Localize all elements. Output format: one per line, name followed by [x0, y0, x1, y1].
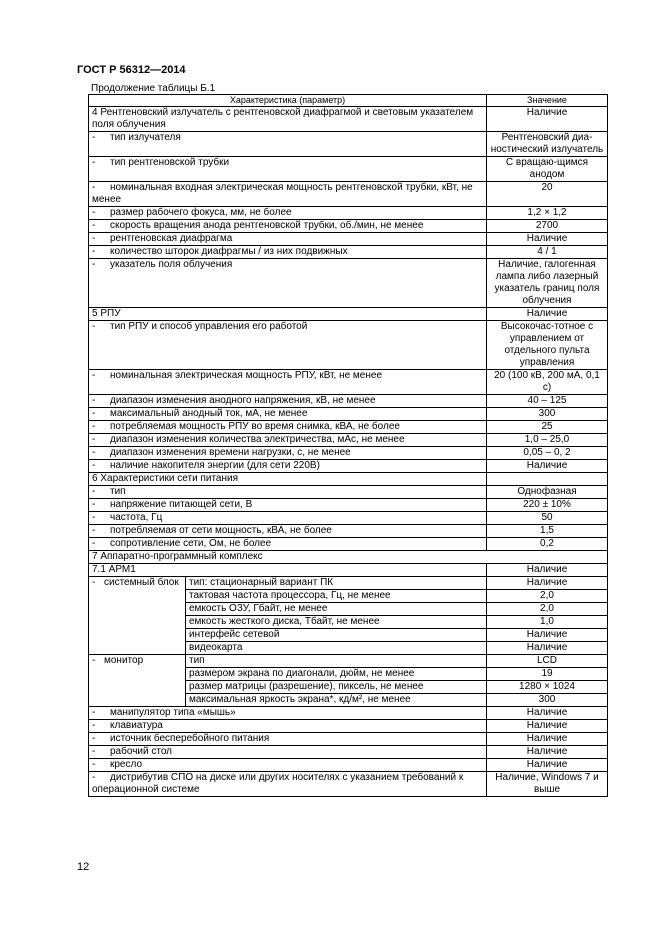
table-row	[89, 321, 608, 370]
table-row	[89, 707, 608, 720]
dash-marker: -	[92, 370, 96, 381]
dash-marker: -	[92, 132, 96, 143]
table-row	[89, 746, 608, 759]
param-cell: интерфейс сетевой	[186, 629, 487, 642]
param-cell	[89, 772, 487, 797]
value-cell: Наличие, галогенная лампа либо лазерный указатель границ поля облучения	[487, 259, 608, 308]
param-text: частота, Гц	[110, 512, 163, 523]
value-cell: 2700	[487, 220, 608, 233]
value-cell: С вращаю-щимся анодом	[487, 157, 608, 182]
param-cell: емкость ОЗУ, Гбайт, не менее	[186, 603, 487, 616]
page-number: 12	[77, 861, 90, 873]
param-text: клавиатура	[110, 720, 163, 731]
param-cell: размер матрицы (разрешение), пиксель, не менее	[186, 681, 487, 694]
dash-marker: -	[92, 233, 96, 244]
param-cell: максимальная яркость экрана*, кд/м², не менее	[186, 694, 487, 707]
param-text: количество шторок диафрагмы / из них подвижных	[110, 246, 348, 257]
param-text: 5 РПУ	[92, 308, 121, 319]
param-cell	[89, 207, 487, 220]
value-cell	[487, 473, 608, 486]
spec-table	[88, 94, 608, 797]
table-row	[89, 733, 608, 746]
param-text: тип	[110, 486, 126, 497]
param-text: напряжение питающей сети, В	[110, 499, 253, 510]
param-cell: размером экрана по диагонали, дюйм, не менее	[186, 668, 487, 681]
param-cell	[89, 308, 487, 321]
table-row	[89, 486, 608, 499]
param-text: номинальная входная электрическая мощность рентгеновской трубки, кВт, не менее	[92, 182, 473, 205]
value-cell: 25	[487, 421, 608, 434]
value-cell: Наличие	[487, 720, 608, 733]
dash-marker: -	[92, 525, 96, 536]
value-cell: 2,0	[487, 590, 608, 603]
param-cell	[89, 182, 487, 207]
param-text: 6 Характеристики сети питания	[92, 473, 238, 484]
value-cell: Наличие	[487, 733, 608, 746]
param-text: номинальная электрическая мощность РПУ, кВт, не менее	[110, 370, 383, 381]
standard-title: ГОСТ Р 56312—2014	[77, 64, 186, 76]
value-cell: Рентгеновский диа-ностический излучатель	[487, 132, 608, 157]
value-cell: 20 (100 кВ, 200 мА, 0,1 с)	[487, 370, 608, 395]
param-text: диапазон изменения анодного напряжения, кВ, не менее	[110, 395, 376, 406]
table-row	[89, 577, 608, 590]
param-text: источник бесперебойного питания	[110, 733, 270, 744]
value-cell: 300	[487, 408, 608, 421]
value-cell: 1,2 × 1,2	[487, 207, 608, 220]
value-cell: Наличие, Windows 7 и выше	[487, 772, 608, 797]
value-cell: 1,5	[487, 525, 608, 538]
table-row	[89, 655, 608, 668]
dash-marker: -	[92, 460, 96, 471]
param-cell	[89, 525, 487, 538]
section-title: 7 Аппаратно-программный комплекс	[89, 551, 608, 564]
table-row	[89, 132, 608, 157]
value-cell: Высокочас-тотное с управлением от отдельного пульта управления	[487, 321, 608, 370]
dash-marker: -	[92, 499, 96, 510]
value-cell: 220 ± 10%	[487, 499, 608, 512]
param-text: 4 Рентгеновский излучатель с рентгеновской диафрагмой и световым указателем поля облучения	[92, 107, 474, 130]
value-cell: Наличие	[487, 107, 608, 132]
table-row	[89, 259, 608, 308]
param-text: диапазон изменения количества электричества, мАс, не менее	[110, 434, 405, 445]
param-cell	[89, 538, 487, 551]
param-cell: видеокарта	[186, 642, 487, 655]
dash-marker: -	[92, 720, 96, 731]
dash-marker: -	[92, 759, 96, 770]
table-row	[89, 512, 608, 525]
param-cell	[89, 233, 487, 246]
param-cell	[89, 733, 487, 746]
system-unit-label-cell	[89, 577, 186, 655]
param-text: размер рабочего фокуса, мм, не более	[110, 207, 292, 218]
dash-marker: -	[92, 259, 96, 270]
param-cell	[89, 220, 487, 233]
dash-marker: -	[92, 707, 96, 718]
table-row	[89, 473, 608, 486]
param-cell	[89, 408, 487, 421]
dash-marker: -	[92, 733, 96, 744]
dash-marker: -	[92, 207, 96, 218]
table-row	[89, 107, 608, 132]
monitor-label-cell	[89, 655, 186, 707]
table-row	[89, 499, 608, 512]
table-row	[89, 447, 608, 460]
param-cell: тип: стационарный вариант ПК	[186, 577, 487, 590]
value-cell: Наличие	[487, 233, 608, 246]
param-cell	[89, 707, 487, 720]
table-row	[89, 434, 608, 447]
value-cell: 300	[487, 694, 608, 707]
dash-marker: -	[92, 486, 96, 497]
param-cell	[89, 512, 487, 525]
table-row	[89, 421, 608, 434]
dash-marker: -	[92, 447, 96, 458]
dash-marker: -	[92, 182, 96, 193]
section-row	[89, 551, 608, 564]
value-cell: 19	[487, 668, 608, 681]
table-row	[89, 564, 608, 577]
table-row	[89, 220, 608, 233]
table-row	[89, 246, 608, 259]
param-cell	[89, 434, 487, 447]
param-cell	[89, 759, 487, 772]
dash-marker: -	[92, 220, 96, 231]
dash-marker: -	[92, 408, 96, 419]
table-row	[89, 525, 608, 538]
value-cell: 2,0	[487, 603, 608, 616]
value-cell: LCD	[487, 655, 608, 668]
param-text: тип РПУ и способ управления его работой	[110, 321, 308, 332]
value-cell: Наличие	[487, 642, 608, 655]
dash-marker: -	[92, 395, 96, 406]
param-cell	[89, 107, 487, 132]
value-cell: 1280 × 1024	[487, 681, 608, 694]
table-header-row	[89, 95, 608, 107]
param-text: рентгеновская диафрагма	[110, 233, 233, 244]
value-cell: Однофазная	[487, 486, 608, 499]
param-text: кресло	[110, 759, 143, 770]
param-text: сопротивление сети, Ом, не более	[110, 538, 272, 549]
table-continuation-caption: Продолжение таблицы Б.1	[91, 83, 216, 94]
dash-marker: -	[92, 421, 96, 432]
param-text: максимальный анодный ток, мА, не менее	[110, 408, 308, 419]
value-cell: 50	[487, 512, 608, 525]
value-cell: Наличие	[487, 308, 608, 321]
dash-marker: -	[92, 246, 96, 257]
param-cell: тип	[186, 655, 487, 668]
param-cell: 7.1 АРМ1	[89, 564, 487, 577]
group-label: монитор	[104, 655, 144, 666]
param-cell	[89, 157, 487, 182]
param-cell	[89, 720, 487, 733]
dash-marker: -	[92, 321, 96, 332]
param-cell	[89, 132, 487, 157]
table-row	[89, 538, 608, 551]
value-cell: 1,0 – 25,0	[487, 434, 608, 447]
value-cell: 0,05 – 0, 2	[487, 447, 608, 460]
table-row	[89, 772, 608, 797]
value-cell: Наличие	[487, 460, 608, 473]
dash-marker: -	[92, 157, 96, 168]
param-cell	[89, 421, 487, 434]
param-cell	[89, 259, 487, 308]
param-text: диапазон изменения времени нагрузки, с, не менее	[110, 447, 351, 458]
param-text: дистрибутив СПО на диске или других носителях с указанием требований к операционной системе	[92, 772, 464, 795]
table-row	[89, 370, 608, 395]
param-text: рабочий стол	[110, 746, 172, 757]
value-cell: Наличие	[487, 564, 608, 577]
param-cell	[89, 246, 487, 259]
param-cell	[89, 499, 487, 512]
table-row	[89, 395, 608, 408]
dash-marker: -	[92, 538, 96, 549]
param-text: манипулятор типа «мышь»	[110, 707, 236, 718]
param-cell	[89, 486, 487, 499]
param-cell	[89, 447, 487, 460]
dash-marker: -	[92, 577, 96, 588]
value-cell: Наличие	[487, 746, 608, 759]
value-cell: 0,2	[487, 538, 608, 551]
dash-marker: -	[92, 655, 96, 666]
param-cell	[89, 746, 487, 759]
dash-marker: -	[92, 434, 96, 445]
value-cell: Наличие	[487, 759, 608, 772]
param-cell	[89, 395, 487, 408]
table-row	[89, 759, 608, 772]
dash-marker: -	[92, 772, 96, 783]
param-text: указатель поля облучения	[110, 259, 233, 270]
param-text: наличие накопителя энергии (для сети 220В)	[110, 460, 320, 471]
table-row	[89, 157, 608, 182]
table-row	[89, 207, 608, 220]
param-cell	[89, 460, 487, 473]
param-cell: тактовая частота процессора, Гц, не менее	[186, 590, 487, 603]
table-row	[89, 408, 608, 421]
param-text: тип рентгеновской трубки	[110, 157, 230, 168]
value-cell: Наличие	[487, 577, 608, 590]
table-row	[89, 720, 608, 733]
param-cell	[89, 370, 487, 395]
column-header-value: Значение	[487, 95, 608, 107]
table-row	[89, 460, 608, 473]
value-cell: Наличие	[487, 629, 608, 642]
param-text: потребляемая от сети мощность, кВА, не более	[110, 525, 332, 536]
table-row	[89, 308, 608, 321]
param-cell	[89, 473, 487, 486]
param-cell	[89, 321, 487, 370]
table-row	[89, 233, 608, 246]
dash-marker: -	[92, 746, 96, 757]
group-label: системный блок	[104, 577, 179, 588]
table-row	[89, 182, 608, 207]
value-cell: 1,0	[487, 616, 608, 629]
value-cell: 4 / 1	[487, 246, 608, 259]
value-cell: 20	[487, 182, 608, 207]
value-cell: Наличие	[487, 707, 608, 720]
param-text: скорость вращения анода рентгеновской трубки, об./мин, не менее	[110, 220, 424, 231]
param-text: потребляемая мощность РПУ во время снимка, кВА, не более	[110, 421, 400, 432]
param-text: тип излучателя	[110, 132, 181, 143]
value-cell: 40 – 125	[487, 395, 608, 408]
column-header-param: Характеристика (параметр)	[89, 95, 487, 107]
param-cell: емкость жесткого диска, Тбайт, не менее	[186, 616, 487, 629]
dash-marker: -	[92, 512, 96, 523]
